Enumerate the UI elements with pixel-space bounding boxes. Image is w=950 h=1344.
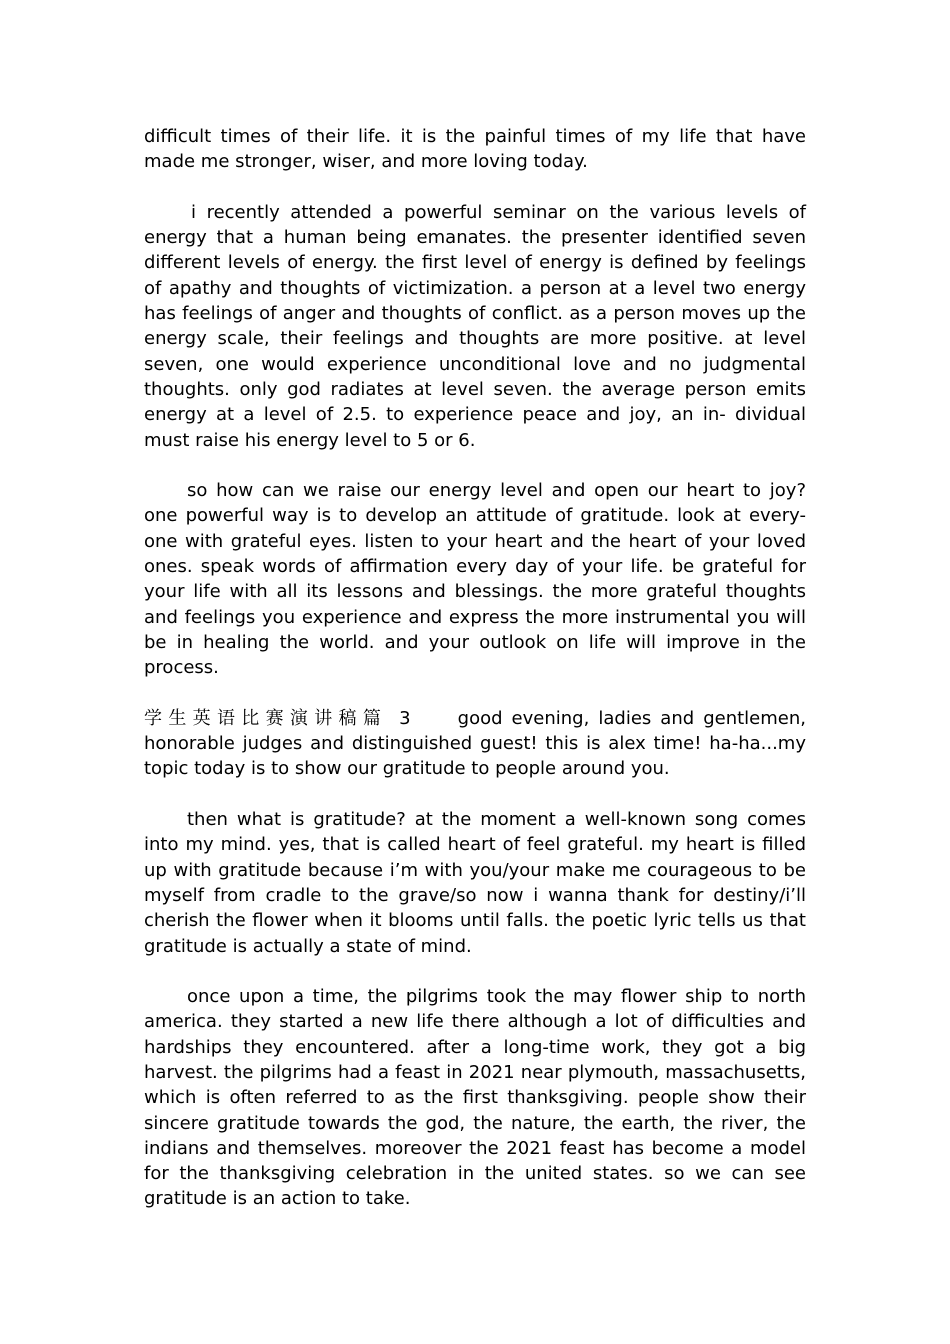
speech-heading: 学生英语比赛演讲稿篇 3 <box>144 707 414 729</box>
paragraph-6: once upon a time, the pilgrims took the may flower ship to north america. they started a new life there although a lot of difficulties and hardships they encountered. after a long-time work, they got a big harvest. the pilgrims had a feast in 2021 near plymouth, massachusetts, which is often referred to as the first thanksgiving. people show their sincere gratitude towards the god, the nature, the earth, the river, the indians and themselves. moreover the 2021 feast has become a model for the thanksgiving celebration in the united states. so we can see gratitude is an action to take. <box>144 986 806 1210</box>
paragraph-5: then what is gratitude? at the moment a well-known song comes into my mind. yes, that is called heart of feel grateful. my heart is filled up with gratitude because i’m with you/your make me courageous to be myself from cradle to the grave/so now i wanna thank for destiny/i’ll cherish the flower when it blooms until falls. the poetic lyric tells us that gratitude is actually a state of mind. <box>144 809 806 957</box>
paragraph-4-text: good evening, ladies and gentlemen, honorable judges and distinguished guest! this is alex time! ha-ha...my topic today is to show our gratitude to people around you. <box>144 707 806 780</box>
paragraph-3: so how can we raise our energy level and open our heart to joy? one powerful way is to develop an attitude of gratitude. look at every- one with grateful eyes. listen to your heart and the heart of your loved ones. speak words of affirmation every day of your life. be grateful for your life with all its lessons and blessings. the more grateful thoughts and feelings you experience and express the more instrumental you will be in healing the world. and your outlook on life will improve in the process. <box>144 480 806 679</box>
paragraph-2: i recently attended a powerful seminar on the various levels of energy that a human being emanates. the presenter identified seven different levels of energy. the first level of energy is defined by feelings of apathy and thoughts of victimization. a person at a level two energy has feelings of anger and thoughts of conflict. as a person moves up the energy scale, their feelings and thoughts are more positive. at level seven, one would experience unconditional love and no judgmental thoughts. only god radiates at level seven. the average person emits energy at a level of 2.5. to experience peace and joy, an in- dividual must raise his energy level to 5 or 6. <box>144 201 806 451</box>
paragraph-1: difficult times of their life. it is the painful times of my life that have made me stronger, wiser, and more loving today. <box>144 126 806 173</box>
paragraph-4 <box>144 706 806 782</box>
document-page <box>144 124 806 1237</box>
